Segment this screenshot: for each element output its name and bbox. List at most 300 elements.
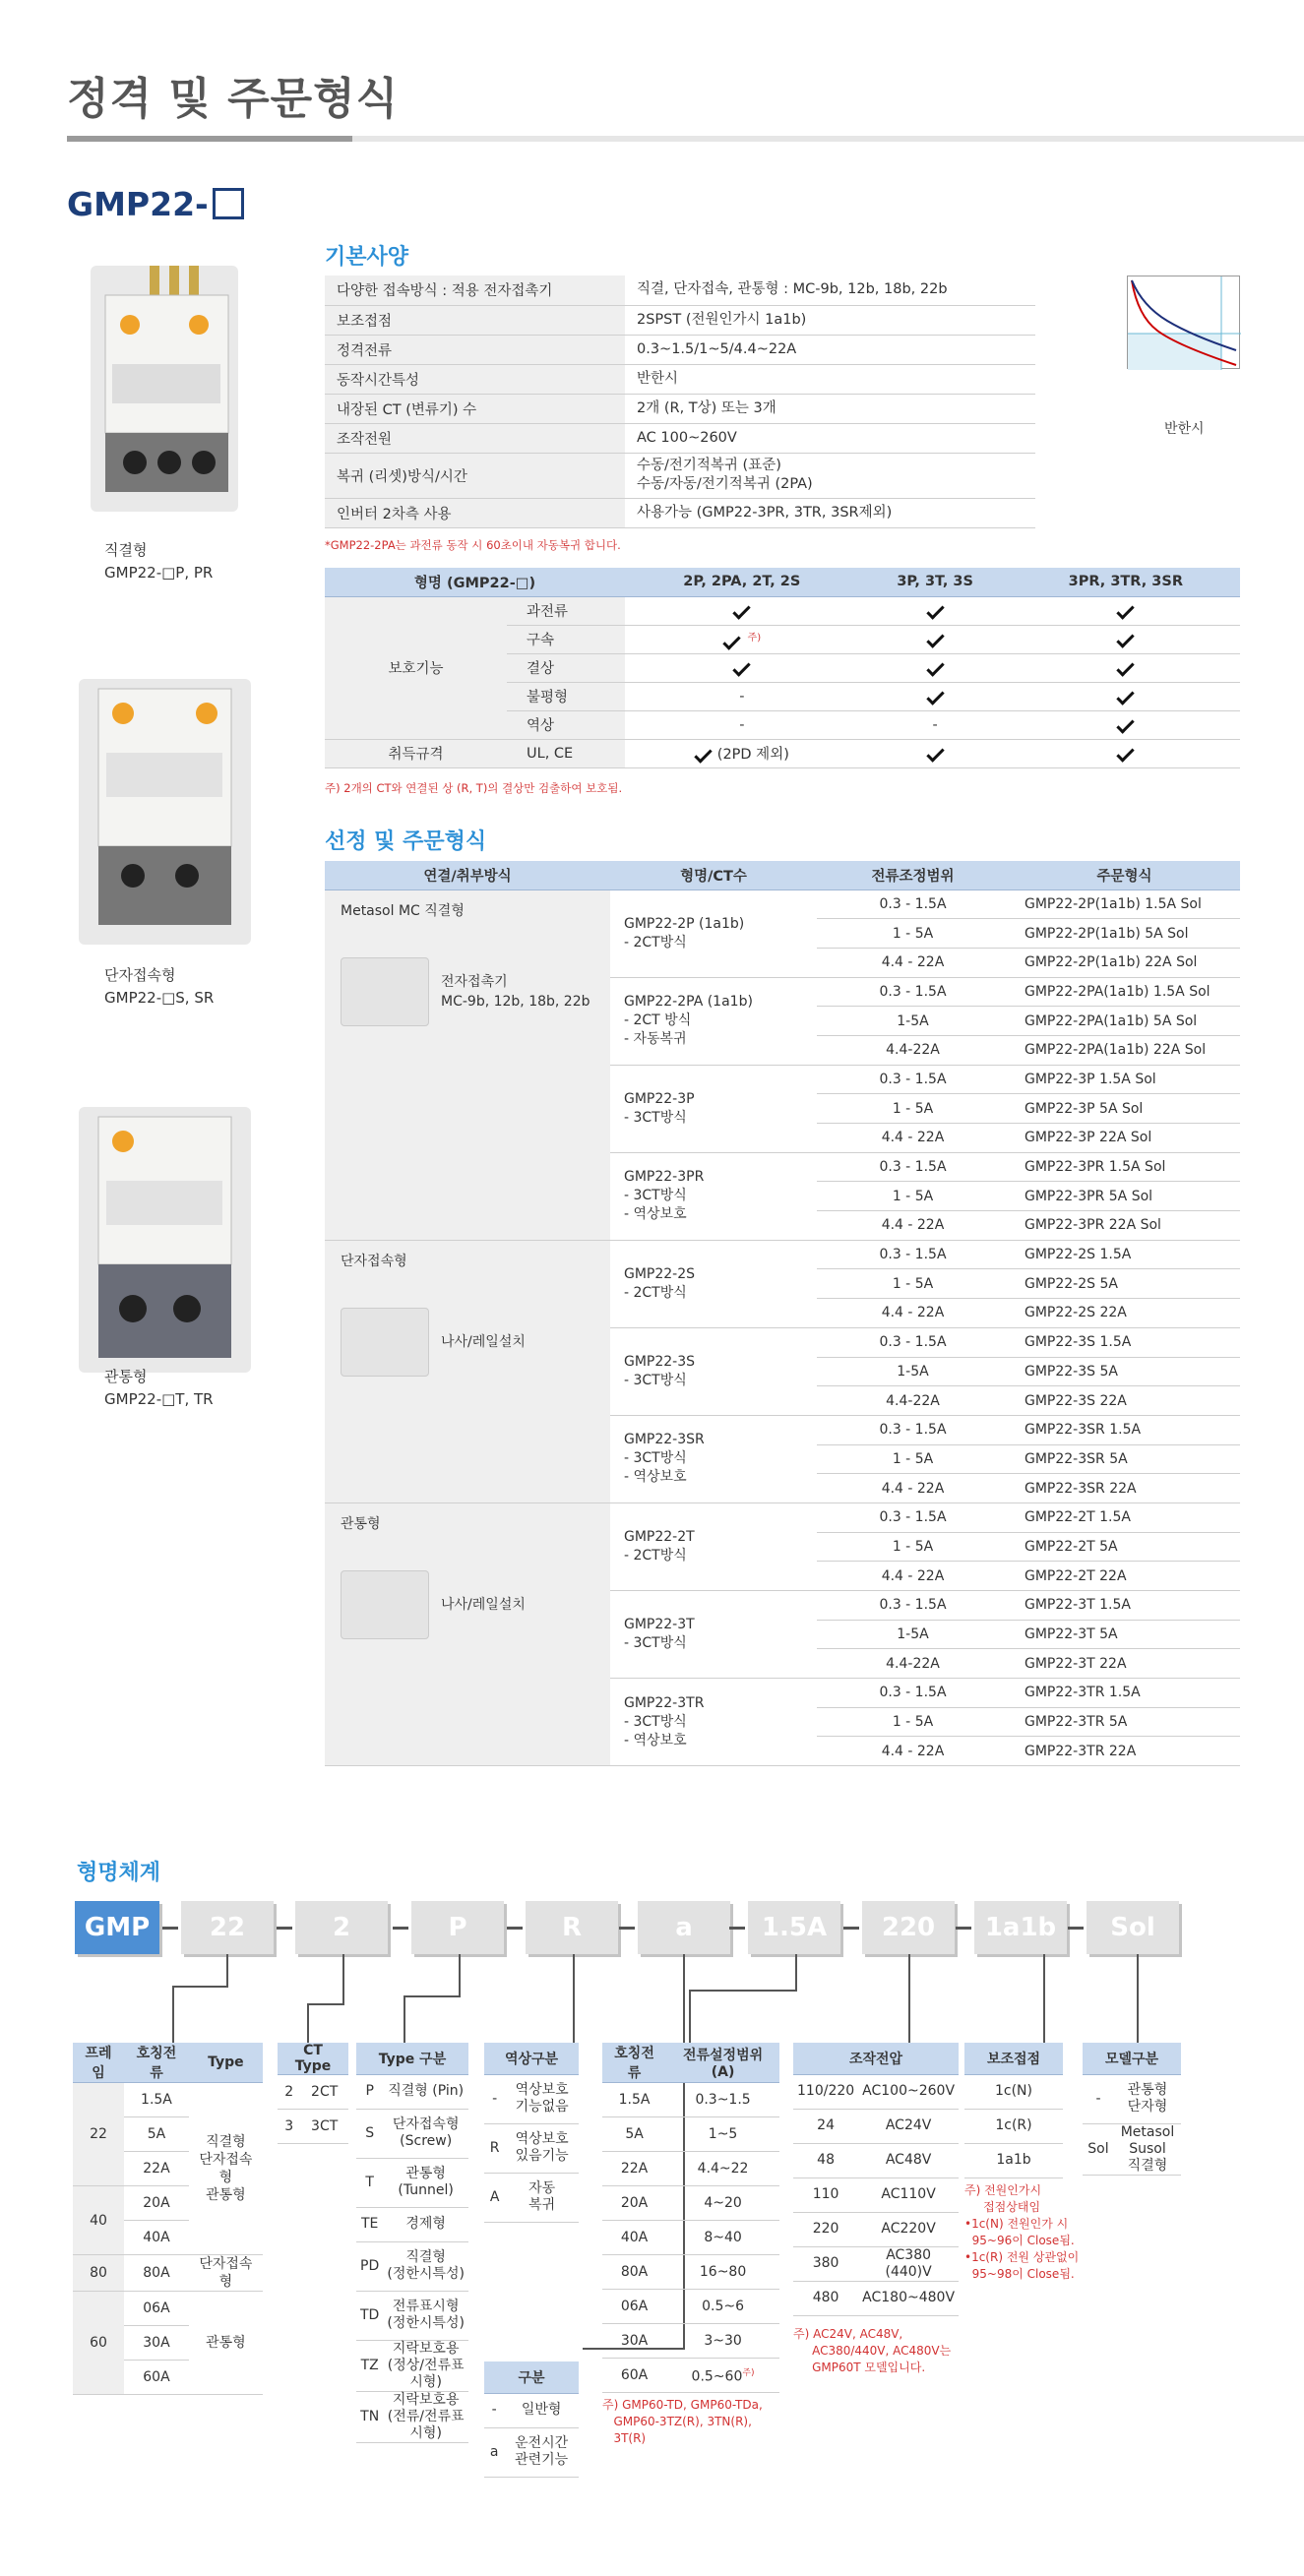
check-icon: [1117, 687, 1135, 705]
current-row: [602, 2117, 779, 2152]
selection-range: 1-5A: [817, 1007, 1009, 1036]
voltage-note: 주) AC24V, AC48V, AC380/440V, AC480V는 GMP60T 모델입니다.: [793, 2327, 952, 2374]
legend-frame-table: [73, 2043, 263, 2395]
aux-cell: 1a1b: [964, 2143, 1063, 2177]
rev-cell: 역상보호 있음기능: [505, 2123, 579, 2173]
volt-cell: AC100~260V: [858, 2074, 959, 2109]
naming-dash: [729, 1927, 745, 1930]
model-cell: 관통형 단자형: [1114, 2074, 1181, 2123]
selection-range: 0.3 - 1.5A: [817, 1591, 1009, 1621]
selection-model: GMP22-2P (1a1b) - 2CT방식: [610, 889, 817, 977]
current-cell: 16~80: [666, 2255, 779, 2290]
cert-cell: [859, 739, 1012, 767]
protection-item: 구속: [507, 625, 625, 653]
current-cell: 3~30: [666, 2324, 779, 2359]
ct-row: [278, 2110, 348, 2144]
naming-box: GMP: [75, 1901, 159, 1954]
current-cell: 1~5: [666, 2117, 779, 2152]
selection-order: GMP22-2T 5A: [1009, 1532, 1240, 1562]
current-cell: 8~40: [666, 2221, 779, 2255]
current-note: 주) GMP60-TD, GMP60-TDa, GMP60-3TZ(R), 3TN(R), 3T(R): [602, 2398, 763, 2445]
selection-header: 연결/취부방식: [325, 861, 610, 889]
volt-cell: AC380 (440)V: [858, 2246, 959, 2281]
volt-cell: 220: [793, 2212, 858, 2246]
volt-cell: 48: [793, 2143, 858, 2177]
selection-order: GMP22-3S 1.5A: [1009, 1327, 1240, 1357]
selection-model: GMP22-2T - 2CT방식: [610, 1503, 817, 1590]
legend-aux-table: [964, 2043, 1063, 2178]
selection-order: GMP22-3SR 22A: [1009, 1474, 1240, 1503]
group-illustration: [341, 1570, 594, 1639]
basic-spec-heading: 기본사양: [325, 245, 409, 270]
spec-row: [325, 453, 1035, 498]
device-icon: [341, 1570, 429, 1639]
frame-header: 프레임: [73, 2043, 124, 2083]
ct-header: CT Type: [278, 2043, 348, 2075]
star-note: 주): [747, 632, 762, 644]
naming-dash: [956, 1927, 971, 1930]
protection-cell: [625, 625, 859, 653]
spec-key: 내장된 CT (변류기) 수: [325, 394, 625, 423]
aux-cell: 1c(N): [964, 2074, 1063, 2109]
protection-table: [325, 568, 1240, 768]
selection-range: 0.3 - 1.5A: [817, 889, 1009, 919]
selection-range: 1-5A: [817, 1357, 1009, 1386]
frame-current: 22A: [124, 2152, 189, 2186]
selection-range: 1 - 5A: [817, 1532, 1009, 1562]
device-icon: [341, 1308, 429, 1377]
selection-range: 0.3 - 1.5A: [817, 1240, 1009, 1269]
naming-box: 220: [862, 1901, 955, 1954]
current-cell: 4~20: [666, 2186, 779, 2221]
model-cell: Metasol Susol 직결형: [1114, 2123, 1181, 2175]
protection-cell: [859, 625, 1012, 653]
protection-item: 과전류: [507, 596, 625, 625]
group-name: Metasol MC 직결형: [341, 902, 465, 919]
protection-header: 형명 (GMP22-□): [325, 568, 625, 596]
legend-model-table: [1083, 2043, 1181, 2176]
current-cell: 60A: [602, 2359, 666, 2393]
current-row: [602, 2186, 779, 2221]
current-cell: 06A: [602, 2290, 666, 2324]
model-cell: Sol: [1083, 2123, 1114, 2175]
current-cell: 0.5~6: [666, 2290, 779, 2324]
volt-cell: 110/220: [793, 2074, 858, 2109]
selection-row: [325, 1503, 1240, 1532]
title-rule: [67, 136, 1304, 142]
selection-order: GMP22-3P 22A Sol: [1009, 1124, 1240, 1153]
current-cell: 30A: [602, 2324, 666, 2359]
model-row: [1083, 2123, 1181, 2175]
type-cell: 관통형 (Tunnel): [383, 2158, 468, 2207]
type-row: [356, 2391, 468, 2442]
volt-row: [793, 2143, 959, 2177]
volt-cell: AC180~480V: [858, 2281, 959, 2315]
selection-group: [325, 1240, 610, 1503]
selection-order: GMP22-3P 5A Sol: [1009, 1094, 1240, 1124]
ct-row: [278, 2075, 348, 2110]
check-icon: [926, 601, 944, 619]
protection-cell: [859, 596, 1012, 625]
selection-order: GMP22-2P(1a1b) 22A Sol: [1009, 948, 1240, 977]
naming-dash: [843, 1927, 859, 1930]
spec-row: [325, 423, 1035, 453]
selection-model: GMP22-3S - 3CT방식: [610, 1327, 817, 1415]
selection-order: GMP22-3T 22A: [1009, 1649, 1240, 1679]
frame-cell: 80: [73, 2255, 124, 2292]
aux-cell: 1c(R): [964, 2109, 1063, 2143]
spec-row: [325, 498, 1035, 527]
current-cell: 20A: [602, 2186, 666, 2221]
basic-spec-table: [325, 276, 1035, 528]
legend-voltage-table: [793, 2043, 959, 2316]
volt-row: [793, 2109, 959, 2143]
selection-model: GMP22-3P - 3CT방식: [610, 1065, 817, 1152]
spec-key: 동작시간특성: [325, 364, 625, 394]
selection-order: GMP22-2T 22A: [1009, 1562, 1240, 1591]
selection-order: GMP22-2PA(1a1b) 22A Sol: [1009, 1035, 1240, 1065]
selection-range: 4.4 - 22A: [817, 1474, 1009, 1503]
selection-range: 1 - 5A: [817, 1707, 1009, 1737]
selection-range: 0.3 - 1.5A: [817, 1415, 1009, 1444]
current-star: 주): [742, 2367, 755, 2378]
selection-group: [325, 889, 610, 1240]
volt-row: [793, 2281, 959, 2315]
selection-range: 4.4 - 22A: [817, 948, 1009, 977]
type-row: [356, 2074, 468, 2109]
model-heading-text: GMP22-: [67, 185, 209, 223]
selection-order: GMP22-3P 1.5A Sol: [1009, 1065, 1240, 1094]
current-cell: 22A: [602, 2152, 666, 2186]
protection-header: 3P, 3T, 3S: [859, 568, 1012, 596]
check-icon: [1117, 658, 1135, 676]
naming-box: P: [411, 1901, 504, 1954]
frame-row: [73, 2292, 263, 2326]
spec-value: 반한시: [625, 364, 1035, 394]
protection-header: 2P, 2PA, 2T, 2S: [625, 568, 859, 596]
frame-current: 80A: [124, 2255, 189, 2292]
frame-current: 5A: [124, 2117, 189, 2152]
ct-cell: 2: [278, 2075, 300, 2110]
volt-cell: AC110V: [858, 2177, 959, 2212]
type-cell: 직결형 (정한시특성): [383, 2241, 468, 2291]
type-cell: 경제형: [383, 2207, 468, 2241]
rev-row: [484, 2173, 579, 2222]
selection-range: 0.3 - 1.5A: [817, 1503, 1009, 1532]
gubun-cell: 운전시간 관련기능: [504, 2427, 579, 2477]
check-icon: [722, 633, 740, 650]
type-cell: T: [356, 2158, 383, 2207]
selection-range: 1 - 5A: [817, 1269, 1009, 1299]
cert-row: [325, 739, 1240, 767]
ct-cell: 2CT: [300, 2075, 348, 2110]
naming-heading: 형명체계: [77, 1861, 161, 1885]
gubun-cell: -: [484, 2393, 504, 2427]
protection-cell: -: [625, 710, 859, 739]
selection-model: GMP22-3TR - 3CT방식 - 역상보호: [610, 1679, 817, 1766]
device-icon: [341, 957, 429, 1026]
selection-range: 1 - 5A: [817, 919, 1009, 949]
frame-cell: 22: [73, 2083, 124, 2186]
frame-cell: 60: [73, 2292, 124, 2395]
gubun-row: [484, 2427, 579, 2477]
relay-tunnel-icon: [79, 1107, 251, 1373]
frame-current: 40A: [124, 2221, 189, 2255]
spec-value: 0.3~1.5/1~5/4.4~22A: [625, 335, 1035, 364]
check-icon: [1117, 715, 1135, 733]
cert-cell: [1012, 739, 1240, 767]
type-row: [356, 2241, 468, 2291]
spec-row: [325, 394, 1035, 423]
selection-order: GMP22-2PA(1a1b) 5A Sol: [1009, 1007, 1240, 1036]
spec-key: 정격전류: [325, 335, 625, 364]
spec-value: 수동/전기적복귀 (표준) 수동/자동/전기적복귀 (2PA): [625, 453, 1035, 498]
rev-row: [484, 2074, 579, 2123]
current-row: [602, 2083, 779, 2117]
aux-note: 주) 전원인가시 접점상태임 •1c(N) 전원인가 시 95~96이 Close됨. •1c(R) 전원 상관없이 95~98이 Close됨.: [964, 2183, 1080, 2281]
selection-header: 형명/CT수: [610, 861, 817, 889]
naming-box: a: [638, 1901, 730, 1954]
current-cell: 5A: [602, 2117, 666, 2152]
frame-row: [73, 2083, 263, 2117]
naming-box: 2: [295, 1901, 388, 1954]
current-header: 호칭전류: [602, 2043, 666, 2083]
gubun-row: [484, 2393, 579, 2427]
selection-range: 4.4 - 22A: [817, 1299, 1009, 1328]
type-cell: TZ: [356, 2340, 383, 2391]
protection-cell: [625, 596, 859, 625]
model-heading: [67, 185, 244, 223]
selection-model: GMP22-3T - 3CT방식: [610, 1591, 817, 1679]
type-cell: 전류표시형 (정한시특성): [383, 2291, 468, 2340]
type-cell: TD: [356, 2291, 383, 2340]
naming-box: 22: [181, 1901, 274, 1954]
rev-row: [484, 2123, 579, 2173]
naming-dash: [1068, 1927, 1084, 1930]
group-desc: 전자접촉기 MC-9b, 12b, 18b, 22b: [441, 973, 590, 1010]
protection-cell: [859, 682, 1012, 710]
current-row: [602, 2324, 779, 2359]
protection-note: 주) 2개의 CT와 연결된 상 (R, T)의 결상만 검출하여 보호됨.: [325, 781, 623, 795]
cert-cell-text: (2PD 제외): [716, 747, 789, 763]
selection-header: 주문형식: [1009, 861, 1240, 889]
spec-value: 사용가능 (GMP22-3PR, 3TR, 3SR제외): [625, 498, 1035, 527]
type-cell: 단자접속형 (Screw): [383, 2109, 468, 2158]
product-image-terminal: [79, 679, 251, 945]
selection-order: GMP22-3TR 5A: [1009, 1707, 1240, 1737]
current-row: [602, 2290, 779, 2324]
rev-header: 역상구분: [484, 2043, 579, 2074]
current-cell: $0.5\sim 60^{주)}$: [666, 2359, 779, 2393]
spec-value: 2SPST (전원인가시 1a1b): [625, 305, 1035, 335]
aux-header: 보조접점: [964, 2043, 1063, 2074]
group-desc: 나사/레일설치: [441, 1596, 526, 1613]
type-cell: TN: [356, 2391, 383, 2442]
cert-name: UL, CE: [507, 739, 625, 767]
selection-range: 1-5A: [817, 1620, 1009, 1649]
naming-dash: [162, 1927, 178, 1930]
check-icon: [733, 601, 751, 619]
current-cell: 4.4~22: [666, 2152, 779, 2186]
check-icon: [926, 630, 944, 647]
spec-key: 복귀 (리셋)방식/시간: [325, 453, 625, 498]
product-caption-direct: 직결형 GMP22-□P, PR: [104, 541, 214, 582]
current-cell: 0.3~1.5: [666, 2083, 779, 2117]
rev-cell: -: [484, 2074, 505, 2123]
selection-order: GMP22-3S 5A: [1009, 1357, 1240, 1386]
selection-range: 4.4 - 22A: [817, 1562, 1009, 1591]
graph-label: 반한시: [1164, 421, 1205, 437]
selection-order: GMP22-3TR 1.5A: [1009, 1679, 1240, 1708]
spec-key: 다양한 접속방식 : 적용 전자접촉기: [325, 276, 625, 305]
volt-header: 조작전압: [793, 2043, 959, 2074]
selection-range: 0.3 - 1.5A: [817, 1327, 1009, 1357]
naming-dash: [393, 1927, 408, 1930]
check-icon: [926, 687, 944, 705]
volt-cell: AC48V: [858, 2143, 959, 2177]
selection-order: GMP22-3TR 22A: [1009, 1737, 1240, 1766]
type-cell: 지락보호용 (정상/전류표시형): [383, 2340, 468, 2391]
selection-model: GMP22-2PA (1a1b) - 2CT 방식 - 자동복귀: [610, 977, 817, 1065]
gubun-cell: a: [484, 2427, 504, 2477]
naming-box: Sol: [1087, 1901, 1179, 1954]
selection-row: [325, 889, 1240, 919]
type-cell: 직결형 (Pin): [383, 2074, 468, 2109]
relay-direct-icon: [91, 266, 238, 512]
inverse-time-curve-icon: [1128, 276, 1241, 370]
selection-order: GMP22-2S 22A: [1009, 1299, 1240, 1328]
type-row: [356, 2158, 468, 2207]
legend-gubun-table: [484, 2361, 579, 2478]
type-row: [356, 2109, 468, 2158]
selection-order: GMP22-2S 5A: [1009, 1269, 1240, 1299]
protection-cell: [625, 653, 859, 682]
frame-type: 관통형: [189, 2292, 263, 2395]
frame-current: 60A: [124, 2361, 189, 2395]
group-illustration: [341, 1308, 594, 1377]
aux-row: [964, 2109, 1063, 2143]
volt-row: [793, 2212, 959, 2246]
check-icon: [926, 658, 944, 676]
product-image-tunnel: [79, 1107, 251, 1373]
frame-current: 30A: [124, 2326, 189, 2361]
check-icon: [1117, 630, 1135, 647]
protection-item: 결상: [507, 653, 625, 682]
page-title: 정격 및 주문형식: [67, 74, 400, 124]
naming-dash: [507, 1927, 523, 1930]
selection-model: GMP22-3SR - 3CT방식 - 역상보호: [610, 1415, 817, 1503]
type-cell: TE: [356, 2207, 383, 2241]
selection-row: [325, 1240, 1240, 1269]
cert-group: 취득규격: [325, 739, 507, 767]
selection-range: 4.4 - 22A: [817, 1124, 1009, 1153]
spec-value: 2개 (R, T상) 또는 3개: [625, 394, 1035, 423]
protection-cell: [1012, 710, 1240, 739]
selection-heading: 선정 및 주문형식: [325, 829, 487, 854]
model-cell: -: [1083, 2074, 1114, 2123]
gubun-cell: 일반형: [504, 2393, 579, 2427]
current-cell: 40A: [602, 2221, 666, 2255]
protection-group: 보호기능: [325, 596, 507, 739]
selection-order: GMP22-2PA(1a1b) 1.5A Sol: [1009, 977, 1240, 1007]
volt-cell: 110: [793, 2177, 858, 2212]
selection-range: 4.4-22A: [817, 1649, 1009, 1679]
spec-key: 인버터 2차측 사용: [325, 498, 625, 527]
selection-order: GMP22-3PR 5A Sol: [1009, 1182, 1240, 1211]
product-image-direct: [91, 266, 238, 512]
type-cell: PD: [356, 2241, 383, 2291]
selection-range: 0.3 - 1.5A: [817, 1065, 1009, 1094]
volt-row: [793, 2246, 959, 2281]
model-row: [1083, 2074, 1181, 2123]
legend-ct-table: [278, 2043, 348, 2144]
rev-cell: 역상보호 기능없음: [505, 2074, 579, 2123]
volt-cell: 480: [793, 2281, 858, 2315]
check-icon: [1117, 744, 1135, 762]
selection-order: GMP22-3SR 5A: [1009, 1444, 1240, 1474]
protection-cell: -: [859, 710, 1012, 739]
selection-order: GMP22-3T 1.5A: [1009, 1591, 1240, 1621]
spec-value: 직결, 단자접속, 관통형 : MC-9b, 12b, 18b, 22b: [625, 276, 1035, 305]
type-header: Type 구분: [356, 2043, 468, 2074]
frame-header: 호칭전류: [124, 2043, 189, 2083]
frame-cell: 40: [73, 2186, 124, 2255]
check-icon: [926, 744, 944, 762]
group-name: 단자접속형: [341, 1253, 407, 1269]
selection-table: [325, 861, 1240, 1766]
selection-order: GMP22-2S 1.5A: [1009, 1240, 1240, 1269]
protection-cell: -: [625, 682, 859, 710]
frame-type: 단자접속형: [189, 2255, 263, 2292]
current-header: 전류설정범위(A): [666, 2043, 779, 2083]
current-row: [602, 2255, 779, 2290]
volt-cell: 24: [793, 2109, 858, 2143]
ct-cell: 3: [278, 2110, 300, 2144]
spec-key: 보조접점: [325, 305, 625, 335]
selection-order: GMP22-3T 5A: [1009, 1620, 1240, 1649]
legend-current-table: [602, 2043, 779, 2393]
current-row: [602, 2221, 779, 2255]
selection-order: GMP22-3PR 1.5A Sol: [1009, 1152, 1240, 1182]
protection-item: 불평형: [507, 682, 625, 710]
protection-header: 3PR, 3TR, 3SR: [1012, 568, 1240, 596]
naming-box: 1.5A: [748, 1901, 840, 1954]
type-row: [356, 2207, 468, 2241]
product-caption-tunnel: 관통형 GMP22-□T, TR: [104, 1368, 214, 1408]
frame-current: 06A: [124, 2292, 189, 2326]
check-icon: [733, 658, 751, 676]
protection-cell: [1012, 625, 1240, 653]
selection-order: GMP22-2P(1a1b) 1.5A Sol: [1009, 889, 1240, 919]
selection-range: 1 - 5A: [817, 1444, 1009, 1474]
inverse-time-graph: [1127, 276, 1240, 369]
current-cell: 1.5A: [602, 2083, 666, 2117]
cert-cell: [625, 739, 859, 767]
protection-cell: [1012, 682, 1240, 710]
protection-row: [325, 596, 1240, 625]
spec-key: 조작전원: [325, 423, 625, 453]
selection-range: 1 - 5A: [817, 1182, 1009, 1211]
selection-range: 4.4-22A: [817, 1035, 1009, 1065]
volt-row: [793, 2177, 959, 2212]
selection-model: GMP22-2S - 2CT방식: [610, 1240, 817, 1327]
model-header: 모델구분: [1083, 2043, 1181, 2074]
product-caption-terminal: 단자접속형 GMP22-□S, SR: [104, 966, 215, 1007]
type-cell: S: [356, 2109, 383, 2158]
frame-type: 직결형 단자접속형 관통형: [189, 2083, 263, 2255]
selection-range: 0.3 - 1.5A: [817, 977, 1009, 1007]
group-name: 관통형: [341, 1515, 381, 1532]
